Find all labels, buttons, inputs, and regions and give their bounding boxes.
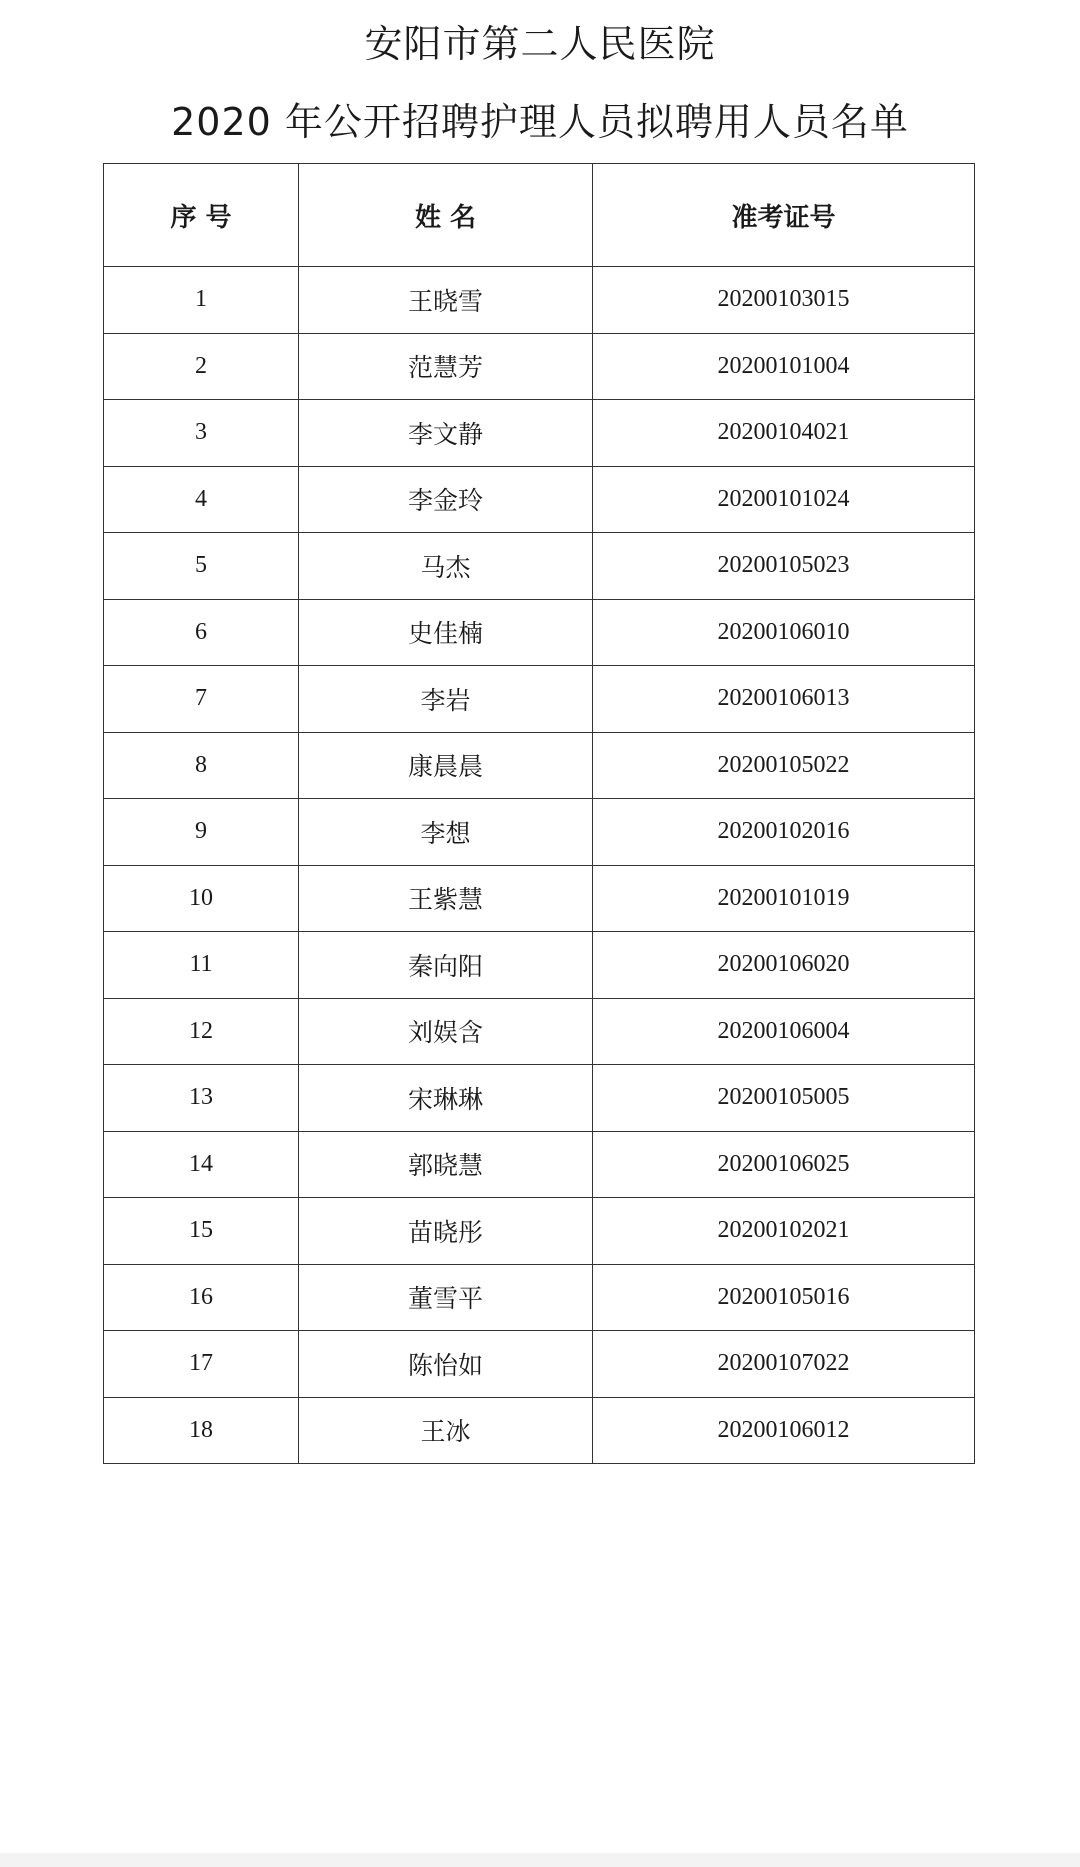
header-seq: 序 号 (104, 164, 299, 267)
cell-name: 王紫慧 (299, 865, 593, 932)
cell-exam-id: 20200103015 (593, 267, 975, 334)
cell-name: 董雪平 (299, 1264, 593, 1331)
cell-name: 李文静 (299, 400, 593, 467)
cell-seq: 11 (104, 932, 299, 999)
table-row (104, 1131, 975, 1198)
cell-seq: 12 (104, 998, 299, 1065)
cell-seq: 18 (104, 1397, 299, 1464)
cell-exam-id: 20200104021 (593, 400, 975, 467)
table-row (104, 666, 975, 733)
cell-seq: 9 (104, 799, 299, 866)
cell-name: 马杰 (299, 533, 593, 600)
table-row (104, 1264, 975, 1331)
cell-exam-id: 20200101004 (593, 333, 975, 400)
cell-name: 秦向阳 (299, 932, 593, 999)
table-row (104, 732, 975, 799)
cell-exam-id: 20200106010 (593, 599, 975, 666)
cell-name: 李金玲 (299, 466, 593, 533)
table-row (104, 599, 975, 666)
document-subtitle: 2020 年公开招聘护理人员拟聘用人员名单 (171, 100, 909, 144)
cell-exam-id: 20200106004 (593, 998, 975, 1065)
cell-exam-id: 20200106012 (593, 1397, 975, 1464)
table-row (104, 799, 975, 866)
table-row (104, 1065, 975, 1132)
table-row (104, 1331, 975, 1398)
cell-seq: 15 (104, 1198, 299, 1265)
cell-name: 李想 (299, 799, 593, 866)
cell-exam-id: 20200105016 (593, 1264, 975, 1331)
cell-seq: 13 (104, 1065, 299, 1132)
cell-name: 王晓雪 (299, 267, 593, 334)
cell-exam-id: 20200106025 (593, 1131, 975, 1198)
header-exam-id: 准考证号 (593, 164, 975, 267)
cell-exam-id: 20200101024 (593, 466, 975, 533)
table-row (104, 267, 975, 334)
cell-exam-id: 20200105005 (593, 1065, 975, 1132)
cell-name: 王冰 (299, 1397, 593, 1464)
cell-seq: 16 (104, 1264, 299, 1331)
cell-seq: 3 (104, 400, 299, 467)
cell-exam-id: 20200105022 (593, 732, 975, 799)
cell-seq: 4 (104, 466, 299, 533)
cell-seq: 1 (104, 267, 299, 334)
header-name: 姓 名 (299, 164, 593, 267)
cell-exam-id: 20200107022 (593, 1331, 975, 1398)
cell-name: 范慧芳 (299, 333, 593, 400)
cell-name: 康晨晨 (299, 732, 593, 799)
cell-name: 宋琳琳 (299, 1065, 593, 1132)
cell-seq: 8 (104, 732, 299, 799)
cell-seq: 17 (104, 1331, 299, 1398)
candidate-table (103, 163, 975, 1464)
table-row (104, 1397, 975, 1464)
cell-seq: 10 (104, 865, 299, 932)
table-row (104, 865, 975, 932)
cell-name: 刘娱含 (299, 998, 593, 1065)
cell-exam-id: 20200101019 (593, 865, 975, 932)
document-title: 安阳市第二人民医院 (364, 22, 716, 66)
cell-exam-id: 20200105023 (593, 533, 975, 600)
cell-exam-id: 20200106013 (593, 666, 975, 733)
cell-seq: 6 (104, 599, 299, 666)
cell-name: 史佳楠 (299, 599, 593, 666)
cell-exam-id: 20200102016 (593, 799, 975, 866)
table-row (104, 533, 975, 600)
table-row (104, 400, 975, 467)
cell-seq: 14 (104, 1131, 299, 1198)
cell-seq: 7 (104, 666, 299, 733)
cell-exam-id: 20200106020 (593, 932, 975, 999)
cell-name: 郭晓慧 (299, 1131, 593, 1198)
table-row (104, 932, 975, 999)
cell-seq: 5 (104, 533, 299, 600)
cell-name: 李岩 (299, 666, 593, 733)
cell-seq: 2 (104, 333, 299, 400)
cell-name: 陈怡如 (299, 1331, 593, 1398)
table-row (104, 466, 975, 533)
cell-exam-id: 20200102021 (593, 1198, 975, 1265)
table-header-row (104, 164, 975, 267)
table-row (104, 333, 975, 400)
table-row (104, 998, 975, 1065)
table-body (104, 267, 975, 1464)
table-row (104, 1198, 975, 1265)
cell-name: 苗晓彤 (299, 1198, 593, 1265)
page-bottom-strip (0, 1853, 1080, 1867)
